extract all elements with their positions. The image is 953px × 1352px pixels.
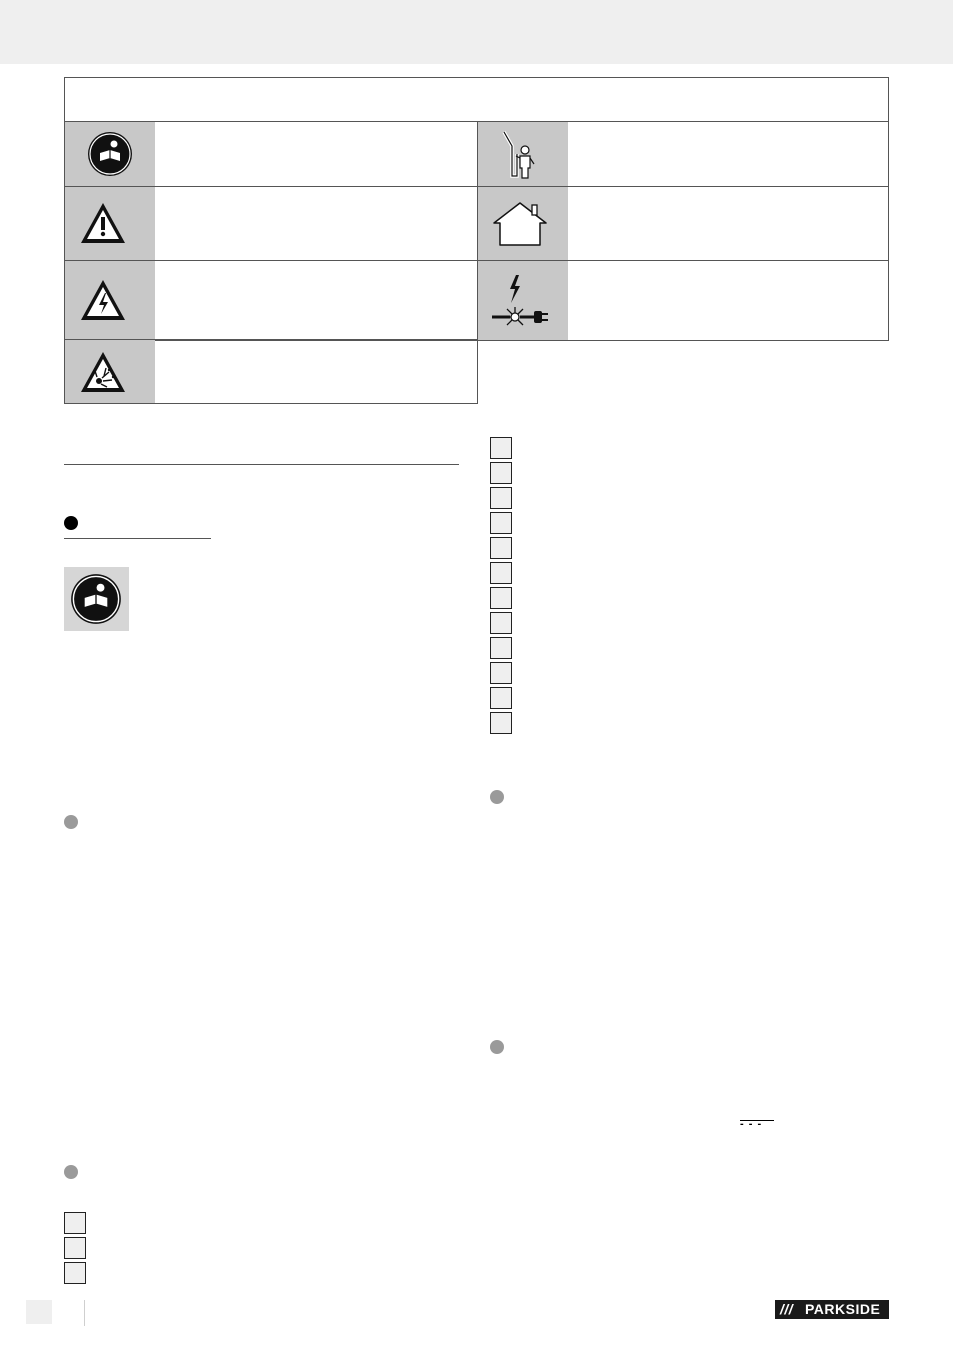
direct-current-symbol (740, 1120, 774, 1132)
icon-cell (478, 261, 568, 340)
part-number-box (490, 637, 512, 659)
part-number-box (490, 562, 512, 584)
part-number-box (64, 1212, 86, 1234)
power-cable-damage-icon (490, 273, 550, 331)
indoor-use-only-icon (492, 201, 548, 247)
logo-slashes: /// (780, 1301, 794, 1317)
icon-cell (478, 187, 568, 260)
icon-cell (65, 187, 155, 260)
part-number-box (490, 662, 512, 684)
footer-separator (84, 1300, 85, 1326)
part-number-box (490, 512, 512, 534)
icon-cell (65, 340, 155, 403)
part-number-box (490, 612, 512, 634)
icon-cell (65, 122, 155, 186)
symbol-row-electric-shock (64, 260, 478, 341)
dc-dashes: - - - (740, 1118, 763, 1130)
section-divider (64, 464, 459, 465)
section-bullet-grey (64, 1165, 78, 1179)
part-number-box (490, 687, 512, 709)
read-manual-box (64, 567, 129, 631)
page-header-bar (0, 0, 953, 64)
section-bullet-grey (490, 790, 504, 804)
section-bullet-grey (490, 1040, 504, 1054)
part-number-box (64, 1262, 86, 1284)
read-manual-icon (70, 573, 122, 625)
logo-wordmark: PARKSIDE (805, 1301, 881, 1317)
part-number-box (490, 437, 512, 459)
symbol-row-indoor (477, 186, 889, 261)
keep-away-from-children-icon (498, 128, 538, 182)
heading-bullet-black (64, 516, 78, 530)
part-number-box (64, 1237, 86, 1259)
electric-shock-warning-icon (79, 278, 127, 322)
symbol-row-warning (64, 186, 478, 261)
page-number-box (26, 1300, 52, 1324)
symbol-table-title-row (64, 77, 889, 122)
icon-cell (478, 122, 568, 186)
symbol-row-read-manual (64, 121, 478, 187)
part-number-box (490, 587, 512, 609)
section-bullet-grey (64, 815, 78, 829)
symbol-row-cable-damage (477, 260, 889, 341)
explosion-warning-icon (79, 350, 127, 394)
part-number-box (490, 712, 512, 734)
symbol-row-children (477, 121, 889, 187)
part-number-box (490, 462, 512, 484)
icon-cell (65, 261, 155, 340)
part-number-box (490, 487, 512, 509)
symbol-row-explosion (64, 339, 478, 404)
warning-triangle-icon (79, 201, 127, 245)
parkside-logo (775, 1300, 889, 1319)
part-number-box (490, 537, 512, 559)
read-manual-icon (87, 131, 133, 177)
heading-underline (64, 538, 211, 539)
